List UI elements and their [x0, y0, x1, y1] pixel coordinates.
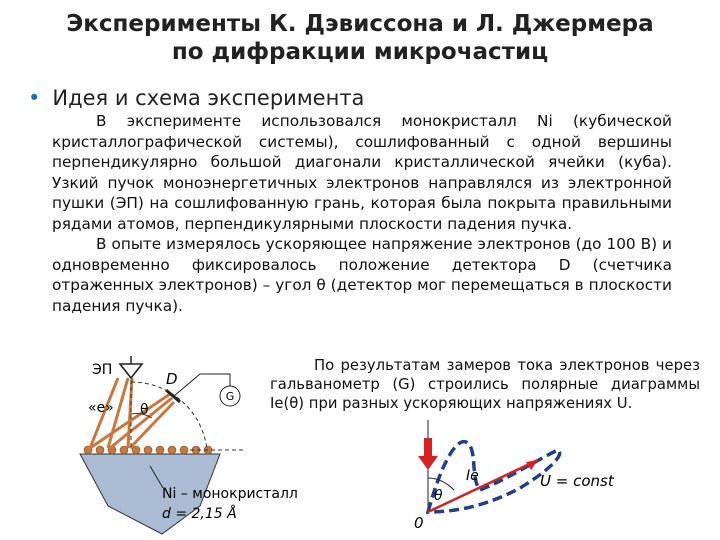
bullet-heading — [28, 86, 364, 110]
gun-icon — [120, 364, 142, 378]
theta-label-right: θ — [434, 488, 443, 504]
bullet-dot-icon: • — [28, 86, 41, 110]
galvanometer-label: G — [225, 390, 235, 403]
condition-label: U = const — [540, 472, 614, 490]
gun-label: ЭП — [92, 362, 113, 378]
crystal-label: Ni – монокристалл — [162, 486, 298, 502]
title-line-1: Эксперименты К. Дэвиссона и Л. Джермера — [66, 11, 654, 37]
paragraph-2: В опыте измерялось ускоряющее напряжение электронов (до 100 В) и одновременно фиксировалось положение детектора D (счетчика отраженных электронов) – угол θ (детектор мог перемещаться в плоскости падения пучка). — [52, 235, 672, 315]
incident-arrow-icon — [418, 438, 438, 470]
title-line-2: по дифракции микрочастиц — [171, 39, 549, 65]
polar-diagram — [400, 408, 700, 538]
electron-label: «е» — [88, 400, 114, 416]
slide-title — [0, 10, 720, 66]
detector-label: D — [166, 370, 178, 388]
bullet-text: Идея и схема эксперимента — [52, 86, 365, 110]
origin-label: 0 — [414, 514, 424, 532]
description-block — [52, 111, 672, 316]
setup-diagram — [70, 356, 370, 536]
paragraph-3: По результатам замеров тока электронов через гальванометр (G) строились полярные диаграммы Iе(θ) при разных ускоряющих напряжениях U. — [270, 357, 700, 412]
current-label: Iе — [466, 468, 479, 484]
theta-label: θ — [140, 402, 149, 418]
spacing-label: d = 2,15 Å — [162, 506, 237, 522]
paragraph-1: В эксперименте использовался монокристалл Ni (кубической кристаллографической системы), сошлифованный с одной вершины перпендикулярно большой диагонали кристаллической ячейки (куба). Узкий пучок моноэнергетичных электронов направлялся из электронной пушки (ЭП) на сошлифованную грань, которая была покрыта правильными рядами атомов, перпендикулярными плоскости падения пучка. — [52, 112, 672, 233]
